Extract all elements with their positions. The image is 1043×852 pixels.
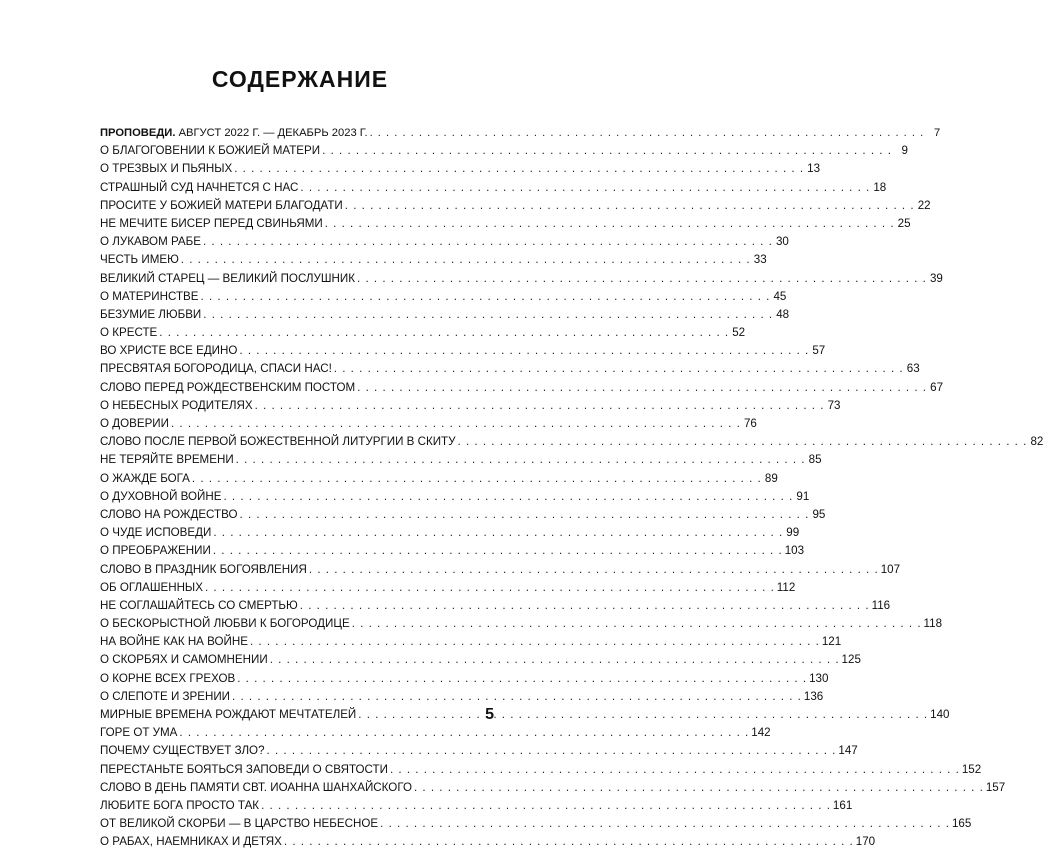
toc-entry-page: 73: [827, 398, 841, 412]
toc-entry-title: О МАТЕРИНСТВЕ: [100, 289, 199, 303]
dot-leader: [201, 288, 771, 306]
toc-entry-title: СЛОВО ПЕРЕД РОЖДЕСТВЕНСКИМ ПОСТОМ: [100, 380, 356, 394]
dot-leader: [223, 488, 793, 506]
toc-entry-title: О ДУХОВНОЙ ВОЙНЕ: [100, 489, 222, 503]
page-title: СОДЕРЖАНИЕ: [211, 66, 389, 92]
toc-entry-title: СТРАШНЫЙ СУД НАЧНЕТСЯ С НАС: [100, 180, 299, 194]
section-subtitle-text: АВГУСТ 2022 Г. — ДЕКАБРЬ 2023 Г.: [178, 127, 368, 139]
toc-entry: [100, 142, 908, 160]
toc-entry-title: ПЕРЕСТАНЬТЕ БОЯТЬСЯ ЗАПОВЕДИ О СВЯТОСТИ: [100, 762, 388, 776]
dot-leader: [414, 779, 984, 797]
dot-leader: [334, 360, 904, 378]
toc-entry: [100, 433, 1043, 451]
toc-entry: [100, 251, 767, 269]
toc-entry-title: НА ВОЙНЕ КАК НА ВОЙНЕ: [100, 635, 248, 649]
dot-leader: [213, 542, 783, 560]
dot-leader: [267, 742, 837, 760]
toc-entry-title: ВЕЛИКИЙ СТАРЕЦ — ВЕЛИКИЙ ПОСЛУШНИК: [100, 271, 355, 285]
dot-leader: [181, 251, 751, 269]
toc-entry: [100, 306, 790, 324]
toc-entry-title: О НЕБЕСНЫХ РОДИТЕЛЯХ: [100, 398, 253, 412]
toc-entry-title: О СЛЕПОТЕ И ЗРЕНИИ: [100, 689, 231, 703]
toc-entry: [100, 579, 796, 597]
toc-entry: [100, 360, 920, 378]
toc-entry-title: О БЕСКОРЫСТНОЙ ЛЮБВИ К БОГОРОДИЦЕ: [100, 617, 350, 631]
toc-entry: [100, 470, 778, 488]
toc-entry-page: 147: [838, 744, 858, 758]
dot-leader: [284, 833, 854, 851]
toc-entry-page: 112: [776, 580, 796, 594]
toc-entry: [100, 615, 943, 633]
toc-entry-page: 9: [901, 144, 908, 158]
toc-entry-page: 121: [821, 635, 842, 649]
toc-entry: [100, 451, 822, 469]
dot-leader: [159, 324, 729, 342]
toc-entry: [100, 670, 829, 688]
toc-entry-page: 136: [803, 689, 824, 703]
toc-entry-title: ЧЕСТЬ ИМЕЮ: [100, 253, 179, 267]
toc-entry-title: БЕЗУМИЕ ЛЮБВИ: [100, 307, 202, 321]
toc-entry: [100, 706, 950, 724]
toc-entry-title: СЛОВО В ПРАЗДНИК БОГОЯВЛЕНИЯ: [100, 562, 307, 576]
toc-entry-page: 95: [812, 507, 826, 521]
toc-entry: [100, 342, 826, 360]
toc-entry-page: 125: [841, 653, 861, 667]
toc-entry-title: СЛОВО ПОСЛЕ ПЕРВОЙ БОЖЕСТВЕННОЙ ЛИТУРГИИ В СКИТУ: [100, 435, 456, 449]
dot-leader: [390, 761, 960, 779]
toc-entry-title: СЛОВО В ДЕНЬ ПАМЯТИ СВТ. ИОАННА ШАНХАЙСКОГО: [100, 780, 412, 794]
dot-leader: [179, 724, 749, 742]
toc-entry: [100, 197, 931, 215]
toc-entry-title: ОБ ОГЛАШЕННЫХ: [100, 580, 203, 594]
table-of-contents: [100, 124, 1043, 852]
toc-entry-page: 30: [775, 235, 789, 249]
toc-entry-title: ПРЕСВЯТАЯ БОГОРОДИЦА, СПАСИ НАС!: [100, 362, 332, 376]
toc-entry: [100, 797, 853, 815]
toc-entry: [100, 270, 943, 288]
toc-entry-title: МИРНЫЕ ВРЕМЕНА РОЖДАЮТ МЕЧТАТЕЛЕЙ: [100, 708, 357, 721]
dot-leader: [352, 615, 922, 633]
dot-leader: [357, 379, 927, 397]
toc-entry: [100, 379, 944, 397]
dot-leader: [213, 524, 783, 542]
toc-entry-page: 67: [930, 380, 944, 394]
toc-entry-title: НЕ ТЕРЯЙТЕ ВРЕМЕНИ: [100, 453, 234, 467]
toc-entry-title: О ЧУДЕ ИСПОВЕДИ: [100, 526, 212, 540]
toc-entry-title: О РАБАХ, НАЕМНИКАХ И ДЕТЯХ: [100, 835, 282, 849]
dot-leader: [250, 633, 820, 651]
dot-leader: [203, 306, 773, 324]
toc-entry: [100, 288, 787, 306]
toc-entry-page: 25: [897, 216, 911, 230]
dot-leader: [237, 670, 807, 688]
toc-entry: [100, 179, 887, 197]
toc-entry: [100, 688, 824, 706]
toc-entry: [100, 742, 858, 760]
toc-entry-title: О ЖАЖДЕ БОГА: [100, 471, 190, 485]
toc-entry: [100, 779, 1006, 797]
toc-entry-title: ПОЧЕМУ СУЩЕСТВУЕТ ЗЛО?: [100, 744, 265, 758]
dot-leader: [300, 597, 870, 615]
toc-entry: [100, 506, 826, 524]
toc-entry-page: 170: [855, 835, 876, 849]
toc-entry-title: ПРОСИТЕ У БОЖИЕЙ МАТЕРИ БЛАГОДАТИ: [100, 198, 343, 212]
section-page: 7: [933, 127, 941, 139]
toc-entry-title: О КРЕСТЕ: [100, 326, 158, 340]
section-subtitle: [175, 124, 367, 142]
toc-entry-page: 76: [743, 417, 757, 430]
toc-entry-page: 116: [871, 598, 891, 612]
toc-entry: [100, 397, 841, 415]
toc-entry-title: ВО ХРИСТЕ ВСЕ ЕДИНО: [100, 344, 238, 358]
dot-leader: [171, 415, 741, 433]
toc-entry-title: О СКОРБЯХ И САМОМНЕНИИ: [100, 653, 268, 667]
toc-entry-title: ОТ ВЕЛИКОЙ СКОРБИ — В ЦАРСТВО НЕБЕСНОЕ: [100, 817, 379, 831]
toc-entry-title: О КОРНЕ ВСЕХ ГРЕХОВ: [100, 671, 236, 685]
dot-leader: [322, 142, 892, 160]
dot-leader: [239, 342, 809, 360]
toc-entry-page: 161: [832, 798, 853, 812]
dot-leader: [232, 688, 802, 706]
section-label: ПРОПОВЕДИ.: [100, 127, 176, 139]
toc-entry-page: 48: [776, 307, 790, 321]
toc-entry-page: 33: [753, 253, 767, 267]
toc-entry-page: 140: [930, 708, 950, 721]
toc-entry-page: 22: [917, 198, 931, 212]
toc-entry-page: 157: [985, 780, 1006, 794]
toc-section-entry: [100, 124, 941, 142]
dot-leader: [357, 270, 927, 288]
toc-entry-page: 91: [796, 489, 810, 503]
toc-entry-page: 57: [812, 344, 826, 358]
toc-entry-page: 18: [873, 180, 887, 194]
toc-entry: [100, 215, 911, 233]
toc-entry-page: 63: [906, 362, 920, 376]
toc-entry: [100, 233, 789, 251]
toc-entry-title: НЕ СОГЛАШАЙТЕСЬ СО СМЕРТЬЮ: [100, 598, 298, 612]
toc-entry: [100, 524, 800, 542]
toc-entry-title: О ДОВЕРИИ: [100, 417, 169, 430]
dot-leader: [458, 433, 1028, 451]
dot-leader: [358, 706, 928, 724]
toc-entry-page: 130: [809, 671, 829, 685]
toc-entry-page: 52: [732, 326, 746, 340]
toc-entry-page: 152: [961, 762, 982, 776]
dot-leader: [203, 233, 773, 251]
toc-entry-page: 142: [751, 726, 771, 740]
toc-entry-page: 45: [773, 289, 787, 303]
toc-entry-page: 89: [764, 471, 778, 485]
toc-entry-title: СЛОВО НА РОЖДЕСТВО: [100, 507, 238, 521]
toc-entry-title: НЕ МЕЧИТЕ БИСЕР ПЕРЕД СВИНЬЯМИ: [100, 216, 323, 230]
toc-entry-page: 107: [880, 562, 901, 576]
toc-entry: [100, 488, 810, 506]
toc-entry: [100, 651, 861, 669]
toc-entry-page: 165: [951, 817, 972, 831]
dot-leader: [234, 160, 804, 178]
toc-entry-title: О ПРЕОБРАЖЕНИИ: [100, 544, 211, 558]
toc-entry: [100, 833, 876, 851]
page-number: 5: [485, 706, 494, 723]
toc-entry: [100, 561, 901, 579]
toc-entry-title: ЛЮБИТЕ БОГА ПРОСТО ТАК: [100, 798, 260, 812]
toc-entry-page: 13: [807, 162, 821, 176]
dot-leader: [255, 397, 825, 415]
toc-entry-page: 99: [786, 526, 800, 540]
dot-leader: [236, 451, 806, 469]
toc-entry: [100, 415, 757, 433]
toc-entry: [100, 160, 821, 178]
dot-leader: [325, 215, 895, 233]
toc-entry-page: 85: [808, 453, 822, 467]
toc-entry-title: О ТРЕЗВЫХ И ПЬЯНЫХ: [100, 162, 233, 176]
toc-entry-page: 118: [923, 617, 943, 631]
toc-entry: [100, 761, 982, 779]
dot-leader: [300, 179, 870, 197]
dot-leader: [309, 561, 879, 579]
toc-entry-page: 39: [929, 271, 943, 285]
dot-leader: [380, 815, 950, 833]
toc-entry-title: ГОРЕ ОТ УМА: [100, 726, 178, 740]
dot-leader: [270, 651, 840, 669]
toc-entry-title: О ЛУКАВОМ РАБЕ: [100, 235, 201, 249]
toc-entry: [100, 815, 972, 833]
toc-entry: [100, 597, 891, 615]
toc-entry: [100, 324, 746, 342]
toc-entry-page: 103: [784, 544, 805, 558]
toc-entry: [100, 724, 771, 742]
dot-leader: [370, 124, 925, 142]
toc-entry-page: 82: [1030, 435, 1043, 449]
dot-leader: [192, 470, 762, 488]
dot-leader: [261, 797, 831, 815]
dot-leader: [345, 197, 915, 215]
dot-leader: [240, 506, 810, 524]
dot-leader: [205, 579, 775, 597]
toc-entry: [100, 633, 842, 651]
toc-entry-title: О БЛАГОГОВЕНИИ К БОЖИЕЙ МАТЕРИ: [100, 144, 321, 158]
toc-entry: [100, 542, 805, 560]
